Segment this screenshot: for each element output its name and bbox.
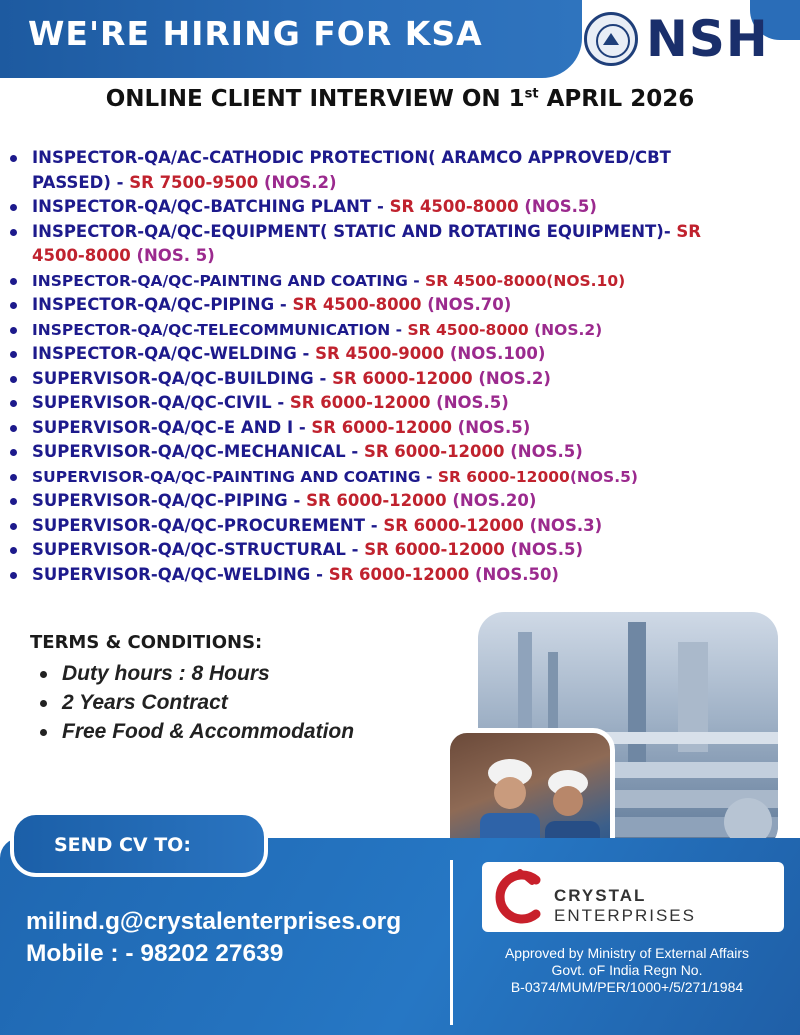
job-item [8,563,798,588]
interview-subtitle [0,86,800,112]
job-count: (NOS.5) [569,467,638,486]
crystal-logo-icon [492,868,550,926]
job-count: (NOS.20) [446,491,537,510]
job-salary: SR 4500-8000 [425,271,547,290]
send-cv-label: SEND CV TO: [54,834,191,856]
job-salary: SR 6000-12000 [328,564,470,584]
crystal-enterprises-logo [482,862,784,932]
job-count: (NOS.5) [504,442,583,461]
job-salary: SR 6000-12000 [364,540,505,559]
job-item [8,195,798,220]
job-count: (NOS.100) [444,344,546,363]
job-item [8,465,798,490]
approval-line: B-0374/MUM/PER/1000+/5/271/1984 [510,979,744,995]
job-count: (NOS.10) [546,271,626,290]
job-item [8,538,798,563]
job-salary: SR 4500-8000 [407,320,529,339]
job-title: INSPECTOR-QA/QC-PIPING - [32,295,293,314]
job-title: SUPERVISOR-QA/QC-MECHANICAL - [32,442,364,461]
job-item [8,367,798,392]
job-salary: SR 7500-9500 [129,172,259,192]
job-title: SUPERVISOR-QA/QC-BUILDING - [32,368,333,388]
send-cv-box [10,811,268,877]
job-salary: SR 6000-12000 [332,368,473,388]
job-item [8,146,708,195]
job-item [8,220,708,269]
job-count: (NOS.2) [258,172,337,192]
terms-item: Free Food & Accommodation [36,717,354,746]
job-count: (NOS.70) [421,295,512,314]
terms-title: TERMS & CONDITIONS: [30,632,263,653]
job-item [8,342,798,367]
job-salary: SR 4500-8000 [32,221,702,265]
job-title: INSPECTOR-QA/QC-TELECOMMUNICATION - [32,320,408,339]
job-count: (NOS.5) [518,197,597,216]
company-name [554,886,784,926]
job-count: (NOS.3) [523,515,603,535]
job-title: SUPERVISOR-QA/QC-PROCUREMENT - [32,515,384,535]
job-title: INSPECTOR-QA/QC-WELDING - [32,344,316,363]
job-item [8,391,798,416]
job-count: (NOS.5) [451,417,531,437]
job-salary: SR 6000-12000 [306,491,447,510]
job-item [8,318,798,343]
terms-item: Duty hours : 8 Hours [36,659,354,688]
approval-text [458,945,796,996]
contact-mobile: Mobile : - 98202 27639 [26,940,284,967]
job-item [8,269,798,294]
job-salary: SR 6000-12000 [363,442,505,461]
job-salary: SR 6000-12000 [383,515,524,535]
job-title: INSPECTOR-QA/QC-EQUIPMENT( STATIC AND ROTATING EQUIPMENT)- [32,221,677,241]
job-title: SUPERVISOR-QA/QC-PIPING - [32,491,307,510]
job-count: (NOS.50) [469,564,559,584]
subtitle-superscript: st [524,86,539,102]
terms-item: 2 Years Contract [36,688,354,717]
job-item [8,293,798,318]
job-salary: SR 6000-12000 [289,393,431,412]
job-title: INSPECTOR-QA/QC-PAINTING AND COATING - [32,271,426,290]
job-salary: SR 6000-12000 [437,467,570,486]
job-item [8,416,798,441]
job-item [8,489,798,514]
hiring-title: WE'RE HIRING FOR KSA [28,14,483,53]
hiring-banner [0,0,582,78]
company-name-bold: CRYSTAL [554,886,647,905]
approval-line: Govt. oF India Regn No. [551,962,703,978]
job-salary: SR 4500-8000 [292,295,422,314]
job-item [8,514,798,539]
job-title: SUPERVISOR-QA/QC-CIVIL - [32,393,290,412]
job-title: SUPERVISOR-QA/QC-STRUCTURAL - [32,540,365,559]
job-count: (NOS.2) [472,368,551,388]
subtitle-text: ONLINE CLIENT INTERVIEW ON 1 [105,86,525,112]
job-title: SUPERVISOR-QA/QC-PAINTING AND COATING - [32,467,438,486]
job-count: (NOS.5) [430,393,509,412]
job-title: SUPERVISOR-QA/QC-E AND I - [32,417,312,437]
job-list [8,146,798,587]
approval-line: Approved by Ministry of External Affairs [504,945,750,961]
job-title: INSPECTOR-QA/QC-BATCHING PLANT - [32,197,390,216]
panel-divider [450,860,453,1025]
logo-text: NSH [646,10,769,68]
job-item [8,440,798,465]
terms-list [36,659,354,746]
subtitle-date: APRIL 2026 [538,86,695,112]
company-name-rest: ENTERPRISES [554,906,696,925]
job-title: SUPERVISOR-QA/QC-WELDING - [32,564,329,584]
nsh-logo [584,8,769,70]
job-count: (NOS.5) [504,540,584,559]
job-count: (NOS.2) [528,320,603,339]
contact-email[interactable]: milind.g@crystalenterprises.org [26,908,402,935]
seal-icon [584,12,638,66]
job-count: (NOS. 5) [130,246,215,265]
job-salary: SR 4500-8000 [389,197,519,216]
job-salary: SR 4500-9000 [315,344,445,363]
job-title: INSPECTOR-QA/AC-CATHODIC PROTECTION( ARAMCO APPROVED/CBT PASSED) - [32,148,671,192]
job-salary: SR 6000-12000 [311,417,452,437]
